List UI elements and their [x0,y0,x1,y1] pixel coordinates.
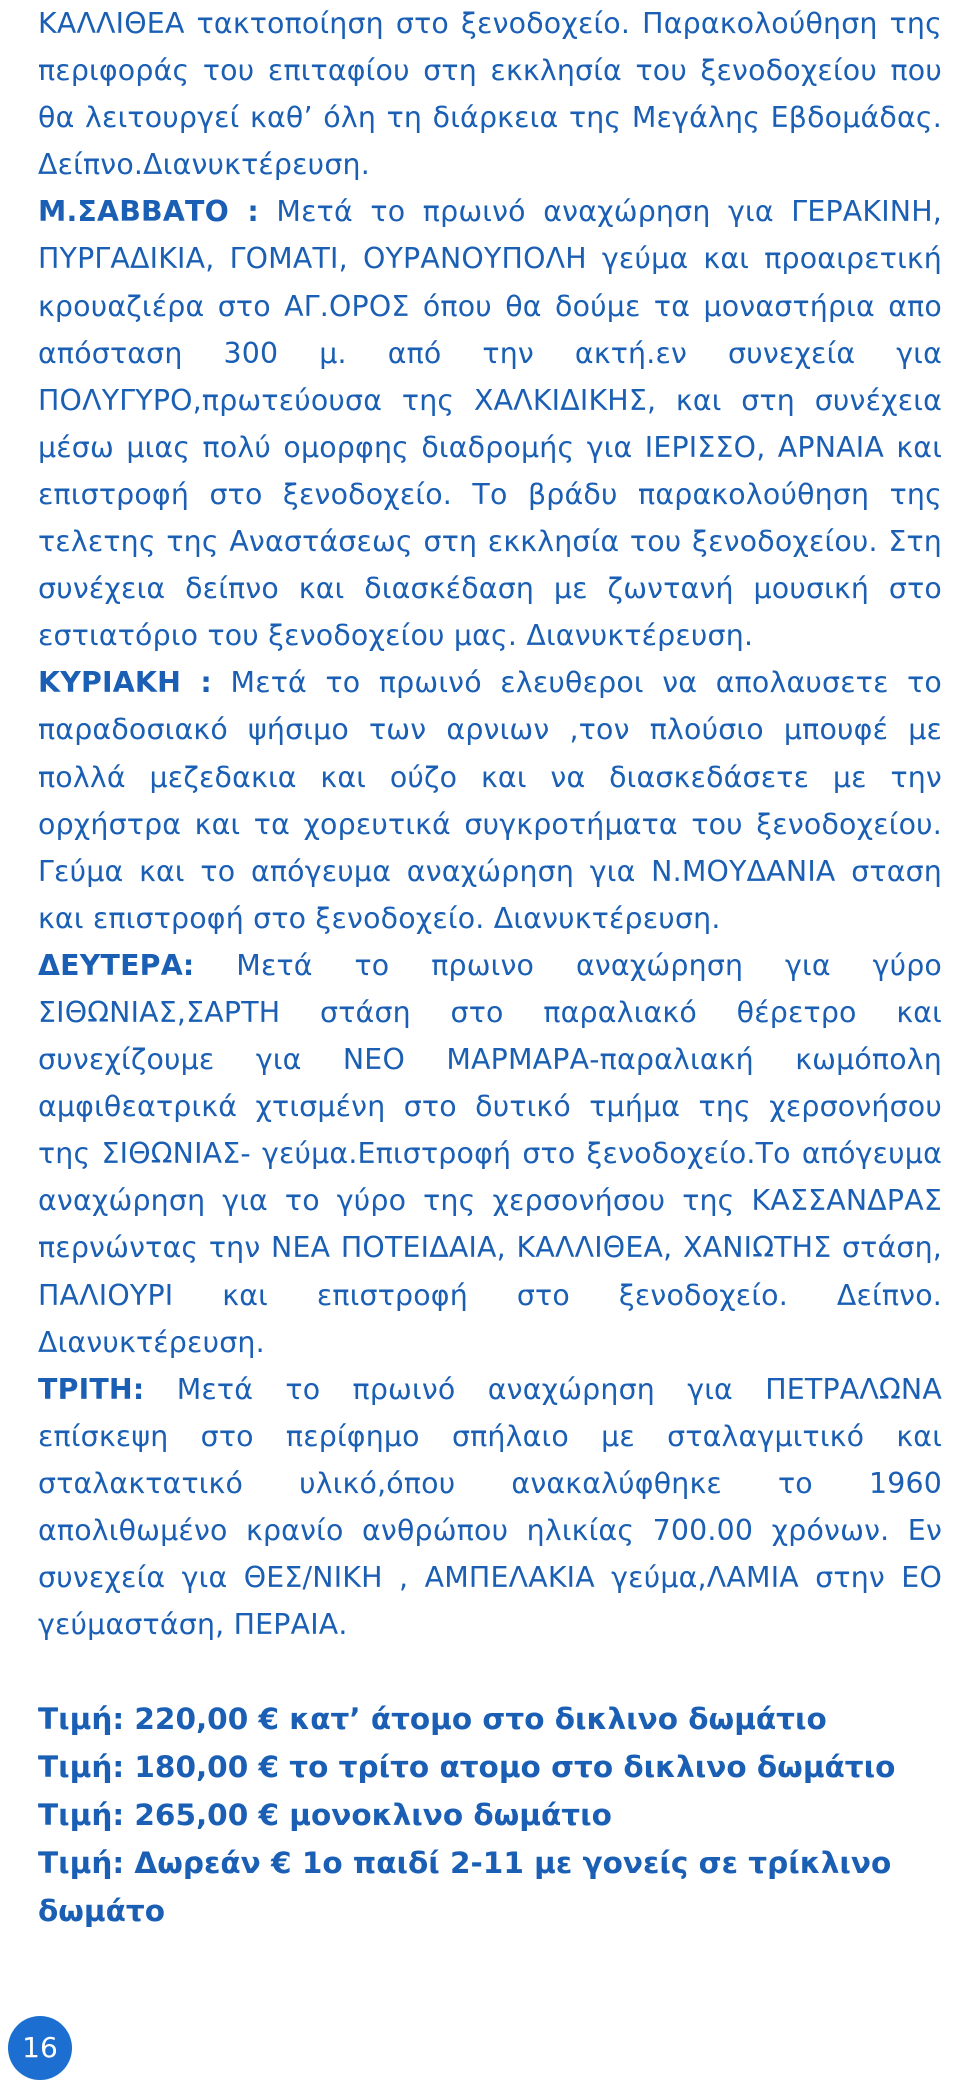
price-double-room: Τιμή: 220,00 € κατ’ άτομο στο δικλινο δωμάτιο [38,1702,827,1737]
price-child-free: Τιμή: Δωρεάν € 1ο παιδί 2-11 με γονείς σε τρίκλινο δωμάτο [38,1846,892,1929]
paragraph-text: Μετά το πρωινό αναχώρηση για ΓΕΡΑΚΙΝΗ, ΠΥΡΓΑΔΙΚΙΑ, ΓΟΜΑΤΙ, ΟΥΡΑΝΟΥΠΟΛΗ γεύμα και προαιρετική κρουαζιέρα στο ΑΓ.ΟΡΟΣ όπου θα δούμε τα μοναστήρια απο απόσταση 300 μ. από την ακτή.εν συνεχεία για ΠΟΛΥΓΥΡΟ,πρωτεύουσα της ΧΑΛΚΙΔΙΚΗΣ, και στη συνέχεια μέσω μιας πολύ ομορφης διαδρομής για ΙΕΡΙΣΣΟ, ΑΡΝΑΙΑ και επιστροφή στο ξενοδοχείο. Το βράδυ παρακολούθηση της τελετης της Αναστάσεως στη εκκλησία του ξενοδοχείου. Στη συνέχεια δείπνο και διασκέδαση με ζωντανή μουσική στο εστιατόριο του ξενοδοχείου μας. Διανυκτέρευση. [38,195,942,653]
paragraph-sunday [38,659,942,942]
paragraph-text: Μετά το πρωινό αναχώρηση για ΠΕΤΡΑΛΩΝΑ επίσκεψη στο περίφημο σπήλαιο με σταλαγμιτικό και σταλακτατικό υλικό,όπου ανακαλύφθηκε το 1960 απολιθωμένο κρανίο ανθρώπου ηλικίας 700.00 χρόνων. Εν συνεχεία για ΘΕΣ/ΝΙΚΗ , ΑΜΠΕΛΑΚΙΑ γεύμα,ΛΑΜΙΑ στην ΕΟ γεύμαστάση, ΠΕΡΑΙΑ. [38,1372,942,1642]
price-single-room: Τιμή: 265,00 € μονοκλινο δωμάτιο [38,1798,612,1833]
itinerary-page [38,0,942,1935]
paragraph-text: ΚΑΛΛΙΘΕΑ τακτοποίηση στο ξενοδοχείο. Παρακολούθηση της περιφοράς του επιταφίου στη εκκλησία του ξενοδοχείου που θα λειτουργεί καθ’ όλη τη διάρκεια της Μεγάλης Εβδομάδας. Δείπνο.Διανυκτέρευση. [38,7,942,182]
day-label-saturday: Μ.ΣΑΒΒΑΤΟ : [38,195,259,229]
paragraph-arrival [38,0,942,188]
paragraph-tuesday [38,1366,942,1649]
page-number-badge: 16 [8,2016,72,2080]
paragraph-text: Μετά το πρωινο αναχώρηση για γύρο ΣΙΘΩΝΙΑΣ,ΣΑΡΤΗ στάση στο παραλιακό θέρετρο και συνεχίζουμε για ΝΕΟ ΜΑΡΜΑΡΑ-παραλιακή κωμόπολη αμφιθεατρικά χτισμένη στο δυτικό τμήμα της χερσονήσου της ΣΙΘΩΝΙΑΣ- γεύμα.Επιστροφή στο ξενοδοχείο.Το απόγευμα αναχώρηση για το γύρο της χερσονήσου της ΚΑΣΣΑΝΔΡΑΣ περνώντας την ΝΕΑ ΠΟΤΕΙΔΑΙΑ, ΚΑΛΛΙΘΕΑ, ΧΑΝΙΩΤΗΣ στάση, ΠΑΛΙΟΥΡΙ και επιστροφή στο ξενοδοχείο. Δείπνο. Διανυκτέρευση. [38,948,942,1359]
day-label-tuesday: ΤΡΙΤΗ: [38,1372,145,1406]
price-list [38,1695,942,1935]
price-third-person: Τιμή: 180,00 € το τρίτο ατομο στο δικλινο δωμάτιο [38,1750,896,1785]
paragraph-monday [38,942,942,1366]
paragraph-text: Μετά το πρωινό ελευθεροι να απολαυσετε το παραδοσιακό ψήσιμο των αρνιων ,τον πλούσιο μπουφέ με πολλά μεζεδακια και ούζο και να διασκεδάσετε με την ορχήστρα και τα χορευτικά συγκροτήματα του ξενοδοχείου. Γεύμα και το απόγευμα αναχώρηση για Ν.ΜΟΥΔΑΝΙΑ σταση και επιστροφή στο ξενοδοχείο. Διανυκτέρευση. [38,666,942,935]
day-label-sunday: ΚΥΡΙΑΚΗ : [38,666,212,700]
paragraph-saturday [38,188,942,659]
day-label-monday: ΔΕΥΤΕΡΑ: [38,948,195,982]
section-spacer [38,1648,942,1695]
